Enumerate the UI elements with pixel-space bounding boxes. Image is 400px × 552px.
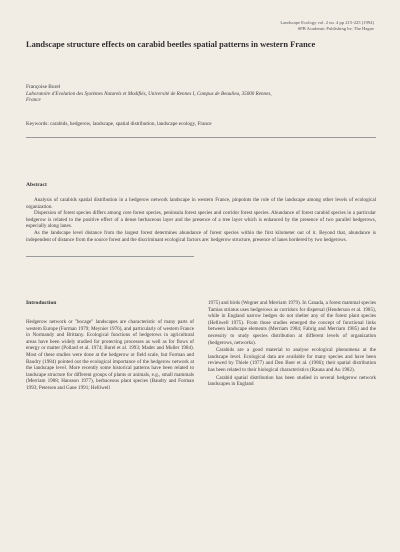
left-column bbox=[26, 319, 194, 393]
journal-citation: Landscape Ecology vol. 2 no. 4 pp 215-225 (1994) bbox=[280, 20, 374, 25]
author-affiliation: Laboratoire d'Evolution des Systèmes Naturels et Modifiés, Université de Rennes I, Campus de Beaulieu, 35000 Rennes, France bbox=[26, 91, 272, 104]
right-column bbox=[208, 300, 376, 389]
author-name: Françoise Burel bbox=[26, 84, 61, 90]
abstract-body bbox=[26, 197, 376, 243]
publisher-line: SPB Academic Publishing bv, The Hague bbox=[297, 26, 374, 31]
abstract-paragraph: Dispersion of forest species differs among core forest species, peninsula forest species and corridor forest species. Abundance of forest carabid species in a particular hedgerow is related to the positive effect of a dense herbaceous layer and the presence of a tree layer which is enhanced by the presence of two parallel hedgerows, especially along lanes. bbox=[26, 210, 376, 230]
body-paragraph: 1975) and birds (Wegner and Merriam 1979). In Canada, a forest mammal species Tamias striatus uses hedgerows as corridors for dispersal (Henderson et al. 1985), while in England narrow hedges do not shelter any of the forest plant species (Helliwell 1975). From those studies emerged the concept of functional links between landscape elements (Merriam 1984; Fahrig and Merriam 1985) and the necessity to study species distribution at different levels of organization (hedgerows, networks). bbox=[208, 300, 376, 346]
keywords: Keywords: carabids, hedgerow, landscape, spatial distribution, landscape ecology, France bbox=[26, 121, 212, 127]
introduction-heading: Introduction bbox=[26, 300, 57, 306]
divider bbox=[26, 137, 376, 138]
divider bbox=[26, 256, 194, 257]
abstract-paragraph: As the landscape level distance from the largest forest determines abundance of forest species within the first kilometer out of it. Beyond that, abundance is independent of distance from the source forest and the discriminant ecological factors are: hedgerow structure, presence of lanes bordered by two hedgerows. bbox=[26, 229, 376, 243]
body-paragraph: Carabid spatial distribution has been studied in several hedgerow network landscapes in England bbox=[208, 374, 376, 388]
body-paragraph: Carabids are a good material to analyse ecological phenomena at the landscape level. Ecological data are available for many species and have been reviewed by Thiele (1977) and Den Boer et al. (1986); their spatial distribution has been related to their biological characteristics (Rauna and Au 1982). bbox=[208, 347, 376, 373]
abstract-paragraph: Analysis of carabids spatial distribution in a hedgerow network landscape in western France, pinpoints the role of the landscape among other levels of ecological organization. bbox=[26, 197, 376, 210]
article-title: Landscape structure effects on carabid beetles spatial patterns in western France bbox=[26, 40, 316, 49]
journal-header bbox=[224, 20, 374, 32]
abstract-heading: Abstract bbox=[26, 182, 47, 188]
body-paragraph: Hedgerow network or "bocage" landscapes are characteristic of many parts of western Europe (Forman 1979; Meynier 1976), and particularly of western France in Normandy and Brittany. Ecological functions of hedgerows in agricultural areas have been widely studied for protecting processes as well as for flows of energy or matter (Pollard et al. 1974; Burel et al. 1993; Mader and Muller 1984). Most of these studies were done at the hedgerow or field scale, but Forman and Baudry (1984) pointed out the ecological importance of the hedgerow network at the landscape level. More recently some historical patterns have been related to landscape structure for different groups of plants or animals, e.g., small mammals (Merriam 1988; Hansson 1977), herbaceous plant species (Baudry and Forman 1993; Petersen and Gane 1991; Helliwell bbox=[26, 319, 194, 391]
